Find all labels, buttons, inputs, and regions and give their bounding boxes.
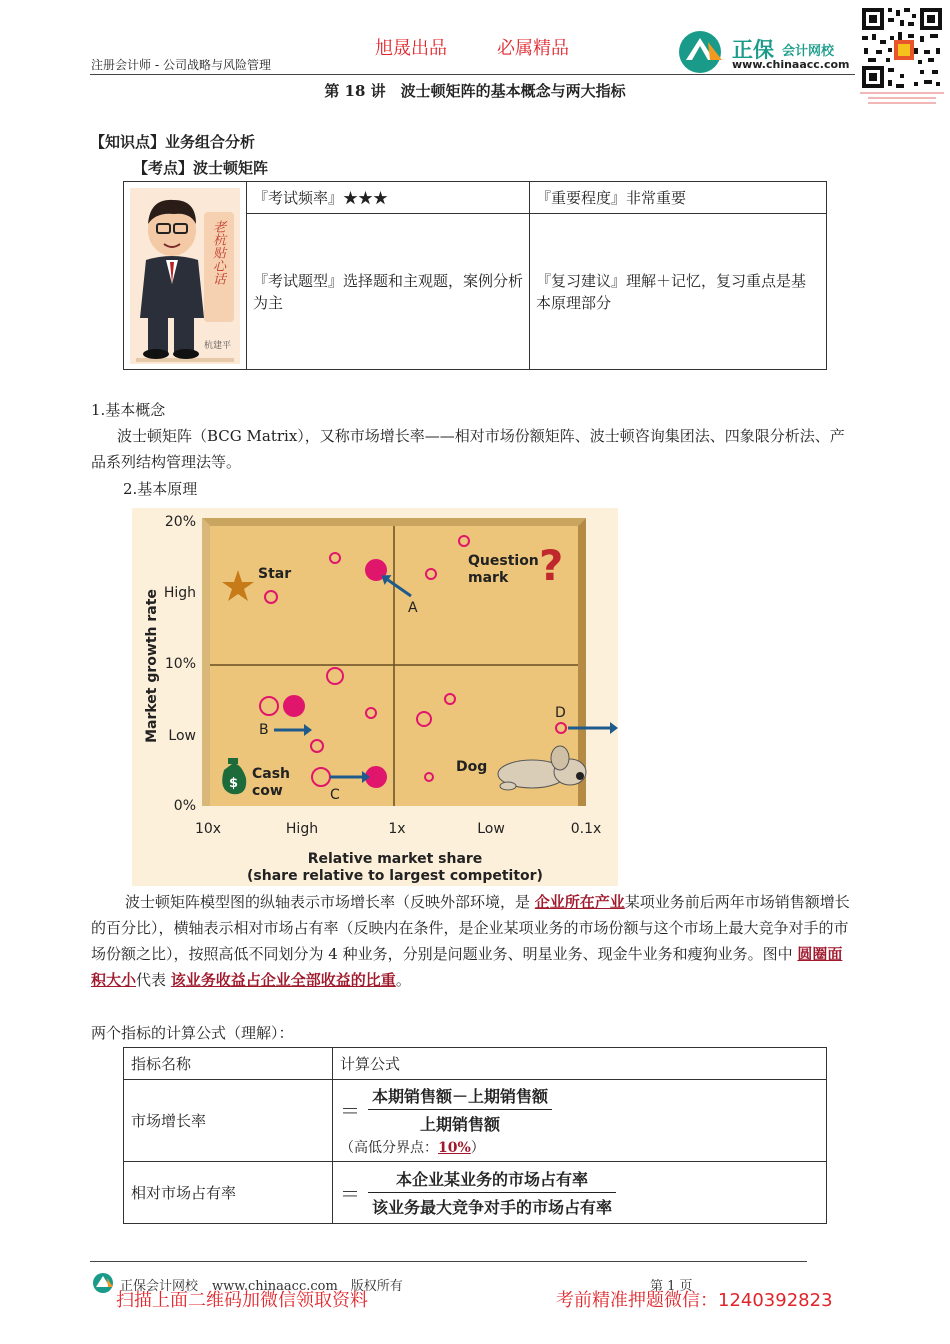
threshold-value: 10% bbox=[438, 1140, 471, 1156]
equals-sign: ＝ bbox=[340, 1182, 360, 1206]
slogan-right: 必属精品 bbox=[497, 38, 569, 59]
share-numerator: 本企业某业务的市场占有率 bbox=[368, 1167, 616, 1193]
threshold-note-b: ） bbox=[470, 1140, 485, 1156]
arrow-d-head bbox=[610, 722, 618, 734]
desc-text-c: 代表 bbox=[136, 971, 171, 989]
quadrant-dog-label: Dog bbox=[456, 759, 488, 775]
y-tick-label: 20% bbox=[164, 514, 196, 530]
arrow-label: C bbox=[330, 787, 340, 803]
y-axis-label: Market growth rate bbox=[144, 589, 160, 743]
brand-sub: 会计网校 bbox=[782, 44, 835, 59]
description-paragraph bbox=[91, 889, 857, 993]
y-tick-label: High bbox=[163, 585, 196, 601]
quadrant-cashcow-label: Cash bbox=[252, 766, 291, 782]
x-axis-label: Relative market share bbox=[307, 851, 483, 867]
quadrant-question-label: Question bbox=[468, 553, 539, 569]
desc-text-d: 。 bbox=[395, 971, 411, 989]
growth-denominator: 上期销售额 bbox=[420, 1115, 501, 1134]
course-name: 注册会计师 - 公司战略与风险管理 bbox=[91, 58, 271, 72]
lecture-title: 第 18 讲 波士顿矩阵的基本概念与两大指标 bbox=[324, 82, 626, 100]
svg-text:$: $ bbox=[229, 776, 239, 791]
avatar bbox=[130, 188, 240, 364]
info-table bbox=[123, 181, 827, 370]
section2-heading: 2.基本原理 bbox=[123, 480, 198, 498]
promo-right: 考前精准押题微信：1240392823 bbox=[556, 1290, 833, 1311]
exam-point: 【考点】波士顿矩阵 bbox=[133, 159, 269, 177]
advice-cell: 『复习建议』理解＋记忆，复习重点是基本原理部分 bbox=[530, 214, 827, 370]
formula-table bbox=[123, 1047, 827, 1224]
y-tick-label: Low bbox=[168, 728, 196, 744]
page-number: 第 1 页 bbox=[650, 1279, 693, 1294]
threshold-note bbox=[340, 1137, 819, 1157]
threshold-note-a: （高低分界点： bbox=[340, 1140, 438, 1156]
bcg-chart bbox=[132, 508, 618, 886]
question-type-cell: 『考试题型』选择题和主观题，案例分析为主 bbox=[247, 214, 530, 370]
avatar-signature: 杭建平 bbox=[204, 340, 232, 351]
quadrant-cashcow-label: cow bbox=[252, 783, 283, 799]
slogan-left: 旭晟出品 bbox=[375, 38, 447, 59]
growth-numerator: 本期销售额－上期销售额 bbox=[368, 1084, 552, 1110]
x-tick-label: 10x bbox=[194, 821, 222, 837]
arrow-label: B bbox=[259, 722, 269, 738]
desc-underline-circle-size: 圆圈面积大小 bbox=[91, 945, 843, 989]
x-tick-label: 0.1x bbox=[570, 821, 602, 837]
growth-fraction bbox=[368, 1084, 552, 1135]
frequency-cell: 『考试频率』★★★ bbox=[247, 182, 530, 214]
y-tick-label: 10% bbox=[164, 656, 196, 672]
row1-name: 市场增长率 bbox=[124, 1080, 333, 1162]
share-denominator: 该业务最大竞争对手的市场占有率 bbox=[372, 1198, 613, 1217]
row2-name: 相对市场占有率 bbox=[124, 1162, 333, 1224]
arrow-label: A bbox=[408, 600, 418, 616]
promo-left: 扫描上面二维码加微信领取资料 bbox=[116, 1290, 368, 1311]
importance-cell: 『重要程度』非常重要 bbox=[530, 182, 827, 214]
x-tick-label: High bbox=[285, 821, 319, 837]
brand-name: 正保 bbox=[732, 38, 774, 62]
desc-text-a: 波士顿矩阵模型图的纵轴表示市场增长率（反映外部环境，是 bbox=[125, 893, 535, 911]
x-tick-label: Low bbox=[477, 821, 505, 837]
desc-underline-industry: 企业所在产业 bbox=[534, 893, 625, 911]
brand-url: www.chinaacc.com bbox=[732, 58, 850, 71]
formula-intro: 两个指标的计算公式（理解）： bbox=[91, 1024, 294, 1042]
bubble bbox=[284, 696, 304, 716]
avatar-caption: 老杭贴心话 bbox=[210, 219, 225, 285]
quadrant-question-label: mark bbox=[468, 570, 509, 586]
y-tick-label: 0% bbox=[173, 798, 196, 814]
col-header-formula: 计算公式 bbox=[333, 1048, 827, 1080]
footer-logo-icon bbox=[92, 1272, 114, 1294]
desc-underline-revenue-share: 该业务收益占企业全部收益的比重 bbox=[170, 971, 396, 989]
section1-heading: 1.基本概念 bbox=[91, 401, 166, 419]
footer-copyright: www.chinaacc.com 版权所有 bbox=[212, 1279, 403, 1294]
x-tick-label: 1x bbox=[388, 821, 406, 837]
knowledge-point: 【知识点】业务组合分析 bbox=[90, 133, 256, 151]
x-axis-sublabel: (share relative to largest competitor) bbox=[247, 868, 543, 884]
header-divider bbox=[90, 74, 855, 75]
bcg-chart-svg bbox=[132, 508, 618, 886]
quadrant-star-label: Star bbox=[258, 566, 292, 582]
arrow-label: D bbox=[555, 705, 566, 721]
row1-formula bbox=[333, 1080, 827, 1162]
footer-brand: 正保会计网校 bbox=[120, 1279, 199, 1294]
row2-formula bbox=[333, 1162, 827, 1224]
question-mark-icon: ? bbox=[539, 541, 564, 590]
chinaacc-logo-icon bbox=[678, 30, 726, 74]
equals-sign: ＝ bbox=[340, 1099, 360, 1123]
col-header-name: 指标名称 bbox=[124, 1048, 333, 1080]
desc-text-b: 某项业务前后两年市场销售额增长的百分比），横轴表示相对市场占有率（反映内在条件，是企业某项业务的市场份额与这个市场上最大竞争对手的市场份额之比），按照高低不同划分为 4 种业务，分别是问题业务、明星业务、现金牛业务和瘦狗业务。图中 bbox=[91, 893, 850, 963]
avatar-cell bbox=[124, 182, 247, 370]
footer-divider bbox=[90, 1261, 807, 1262]
share-fraction bbox=[368, 1167, 616, 1218]
section1-text: 波士顿矩阵（BCG Matrix），又称市场增长率——相对市场份额矩阵、波士顿咨询集团法、四象限分析法、产品系列结构管理法等。 bbox=[91, 427, 845, 471]
